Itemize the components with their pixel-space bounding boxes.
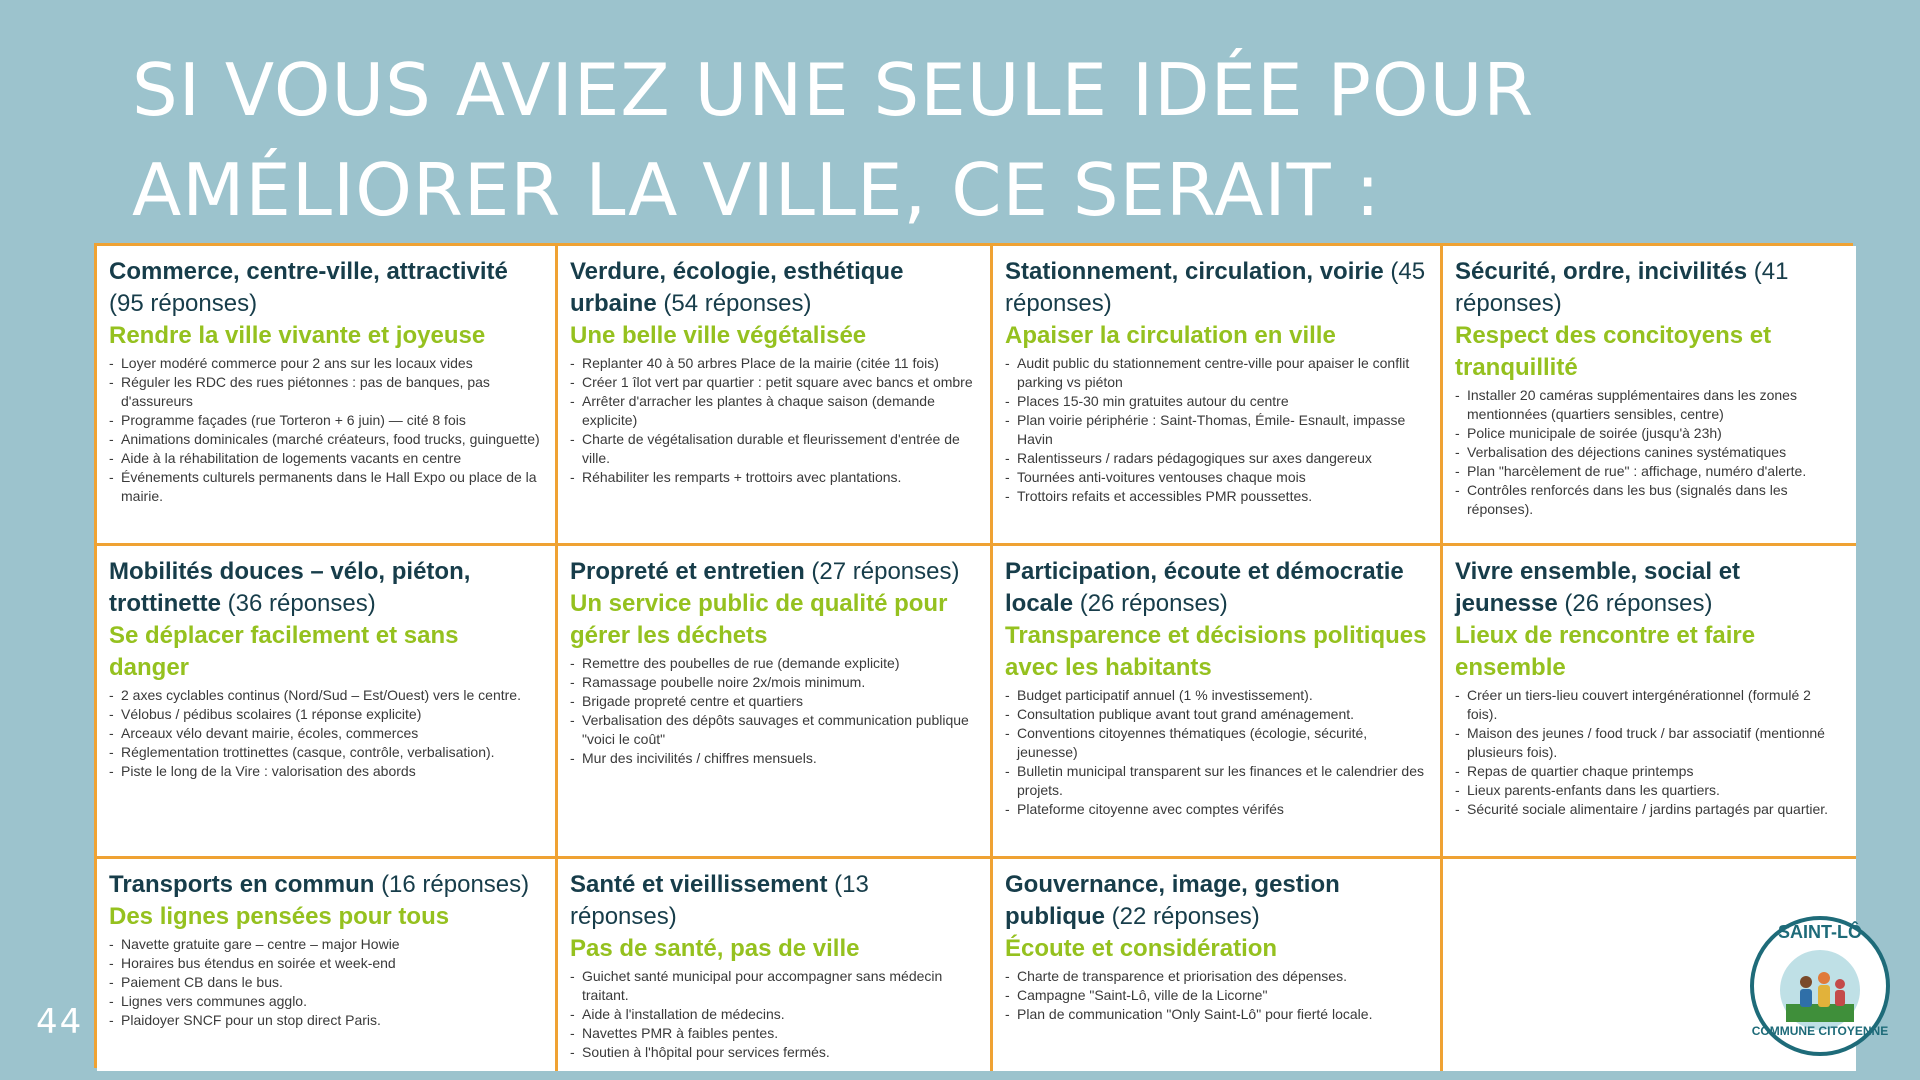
category-name: Commerce, centre-ville, attractivité [109,258,508,285]
idea-item: - Événements culturels permanents dans le Hall Expo ou place de la mairie. [109,468,543,506]
idea-item: - Paiement CB dans le bus. [109,973,543,992]
category-heading [570,869,978,933]
theme-title: Une belle ville végétalisée [570,322,867,349]
theme-title: Des lignes pensées pour tous [109,903,450,930]
idea-item: - Vélobus / pédibus scolaires (1 réponse explicite) [109,705,543,724]
idea-list [109,935,543,1030]
idea-item: - Charte de végétalisation durable et fleurissement d'entrée de ville. [570,430,978,468]
category-name: Mobilités douces – vélo, piéton, trottinette [109,558,471,617]
idea-item: - Navettes PMR à faibles pentes. [570,1024,978,1043]
idea-list [1455,686,1844,819]
category-heading [109,556,543,620]
idea-item: - 2 axes cyclables continus (Nord/Sud – Est/Ouest) vers le centre. [109,686,543,705]
theme-title: Écoute et considération [1005,935,1278,962]
idea-item: - Maison des jeunes / food truck / bar associatif (mentionné plusieurs fois). [1455,724,1844,762]
idea-item: - Mur des incivilités / chiffres mensuels. [570,749,978,768]
idea-item: - Contrôles renforcés dans les bus (signalés dans les réponses). [1455,481,1844,519]
response-count: (36 réponses) [227,590,376,617]
idea-item: - Remettre des poubelles de rue (demande explicite) [570,654,978,673]
idea-item: - Ramassage poubelle noire 2x/mois minimum. [570,673,978,692]
idea-item: - Réglementation trottinettes (casque, contrôle, verbalisation). [109,743,543,762]
category-cell [1443,546,1856,859]
idea-item: - Lignes vers communes agglo. [109,992,543,1011]
idea-item: - Arceaux vélo devant mairie, écoles, commerces [109,724,543,743]
theme-title: Apaiser la circulation en ville [1005,322,1336,349]
saint-lo-logo-icon [1746,912,1894,1060]
category-heading [1455,556,1844,620]
category-heading [570,256,978,320]
idea-item: - Tournées anti-voitures ventouses chaque mois [1005,468,1428,487]
slide-title-line-1: SI VOUS AVIEZ UNE SEULE IDÉE POUR [132,48,1535,132]
category-name: Gouvernance, image, gestion publique [1005,871,1340,930]
category-heading [1005,256,1428,320]
idea-item: - Consultation publique avant tout grand aménagement. [1005,705,1428,724]
idea-item: - Créer 1 îlot vert par quartier : petit square avec bancs et ombre [570,373,978,392]
theme-title: Respect des concitoyens et tranquillité [1455,322,1772,381]
category-name: Santé et vieillissement [570,871,828,898]
category-cell [97,546,558,859]
response-count: (13 réponses) [570,871,869,930]
idea-item: - Conventions citoyennes thématiques (écologie, sécurité, jeunesse) [1005,724,1428,762]
idea-item: - Bulletin municipal transparent sur les finances et le calendrier des projets. [1005,762,1428,800]
category-name: Sécurité, ordre, incivilités [1455,258,1748,285]
idea-item: - Sécurité sociale alimentaire / jardins partagés par quartier. [1455,800,1844,819]
idea-item: - Aide à l'installation de médecins. [570,1005,978,1024]
idea-item: - Plan voirie périphérie : Saint-Thomas, Émile- Esnault, impasse Havin [1005,411,1428,449]
idea-item: - Charte de transparence et priorisation des dépenses. [1005,967,1428,986]
theme-title: Se déplacer facilement et sans danger [109,622,459,681]
idea-item: - Trottoirs refaits et accessibles PMR poussettes. [1005,487,1428,506]
slide-title-line-2: AMÉLIORER LA VILLE, CE SERAIT : [132,148,1381,232]
category-name: Verdure, écologie, esthétique urbaine [570,258,904,317]
idea-list [1005,354,1428,506]
idea-item: - Programme façades (rue Torteron + 6 juin) — cité 8 fois [109,411,543,430]
theme-title: Lieux de rencontre et faire ensemble [1455,622,1756,681]
category-heading [109,869,543,901]
response-count: (26 réponses) [1079,590,1228,617]
idea-list [570,967,978,1062]
idea-item: - Replanter 40 à 50 arbres Place de la mairie (citée 11 fois) [570,354,978,373]
category-name: Stationnement, circulation, voirie [1005,258,1384,285]
theme-title: Transparence et décisions politiques avec les habitants [1005,622,1427,681]
category-cell [97,859,558,1071]
idea-item: - Réhabiliter les remparts + trottoirs avec plantations. [570,468,978,487]
category-name: Propreté et entretien [570,558,805,585]
idea-item: - Loyer modéré commerce pour 2 ans sur les locaux vides [109,354,543,373]
theme-title: Pas de santé, pas de ville [570,935,860,962]
idea-item: - Repas de quartier chaque printemps [1455,762,1844,781]
idea-list [1005,967,1428,1024]
category-heading [1005,556,1428,620]
idea-item: - Horaires bus étendus en soirée et week-end [109,954,543,973]
response-count: (54 réponses) [663,290,812,317]
idea-item: - Places 15-30 min gratuites autour du centre [1005,392,1428,411]
idea-item: - Créer un tiers-lieu couvert intergénérationnel (formulé 2 fois). [1455,686,1844,724]
idea-item: - Plan "harcèlement de rue" : affichage, numéro d'alerte. [1455,462,1844,481]
category-name: Transports en commun [109,871,375,898]
category-name: Vivre ensemble, social et jeunesse [1455,558,1741,617]
theme-title: Rendre la ville vivante et joyeuse [109,322,486,349]
slide-title [132,40,1832,240]
response-count: (41 réponses) [1455,258,1789,317]
category-cell [993,546,1443,859]
category-heading [109,256,543,320]
idea-item: - Installer 20 caméras supplémentaires dans les zones mentionnées (quartiers sensibles, centre) [1455,386,1844,424]
category-cell [1443,246,1856,546]
idea-list [570,354,978,487]
idea-item: - Verbalisation des dépôts sauvages et communication publique "voici le coût" [570,711,978,749]
category-heading [1005,869,1428,933]
logo-top-text: SAINT-LÔ [1778,922,1862,942]
idea-item: - Guichet santé municipal pour accompagner sans médecin traitant. [570,967,978,1005]
idea-list [109,686,543,781]
idea-item: - Plateforme citoyenne avec comptes vérifés [1005,800,1428,819]
idea-item: - Animations dominicales (marché créateurs, food trucks, guinguette) [109,430,543,449]
page-number: 44 [36,1002,84,1042]
idea-item: - Plaidoyer SNCF pour un stop direct Paris. [109,1011,543,1030]
idea-item: - Aide à la réhabilitation de logements vacants en centre [109,449,543,468]
idea-item: - Audit public du stationnement centre-ville pour apaiser le conflit parking vs piéton [1005,354,1428,392]
idea-list [1005,686,1428,819]
response-count: (26 réponses) [1564,590,1713,617]
idea-item: - Budget participatif annuel (1 % investissement). [1005,686,1428,705]
idea-list [109,354,543,506]
category-cell [993,859,1443,1071]
idea-list [570,654,978,768]
response-count: (45 réponses) [1005,258,1426,317]
idea-item: - Piste le long de la Vire : valorisation des abords [109,762,543,781]
idea-item: - Soutien à l'hôpital pour services fermés. [570,1043,978,1062]
category-cell [558,859,993,1071]
idea-item: - Brigade propreté centre et quartiers [570,692,978,711]
logo-bottom-text: COMMUNE CITOYENNE [1751,1024,1889,1038]
idea-item: - Lieux parents-enfants dans les quartiers. [1455,781,1844,800]
response-count: (22 réponses) [1111,903,1260,930]
response-count: (16 réponses) [381,871,530,898]
idea-item: - Réguler les RDC des rues piétonnes : pas de banques, pas d'assureurs [109,373,543,411]
idea-list [1455,386,1844,519]
response-count: (27 réponses) [811,558,960,585]
idea-item: - Police municipale de soirée (jusqu'à 23h) [1455,424,1844,443]
category-heading [1455,256,1844,320]
category-cell [558,246,993,546]
idea-item: - Navette gratuite gare – centre – major Howie [109,935,543,954]
theme-title: Un service public de qualité pour gérer les déchets [570,590,948,649]
category-cell [97,246,558,546]
idea-item: - Ralentisseurs / radars pédagogiques sur axes dangereux [1005,449,1428,468]
category-cell [558,546,993,859]
idea-item: - Plan de communication "Only Saint-Lô" pour fierté locale. [1005,1005,1428,1024]
category-cell [993,246,1443,546]
idea-item: - Verbalisation des déjections canines systématiques [1455,443,1844,462]
ideas-grid [94,243,1853,1068]
response-count: (95 réponses) [109,290,258,317]
category-name: Participation, écoute et démocratie locale [1005,558,1404,617]
idea-item: - Campagne "Saint-Lô, ville de la Licorne" [1005,986,1428,1005]
category-heading [570,556,978,588]
idea-item: - Arrêter d'arracher les plantes à chaque saison (demande explicite) [570,392,978,430]
